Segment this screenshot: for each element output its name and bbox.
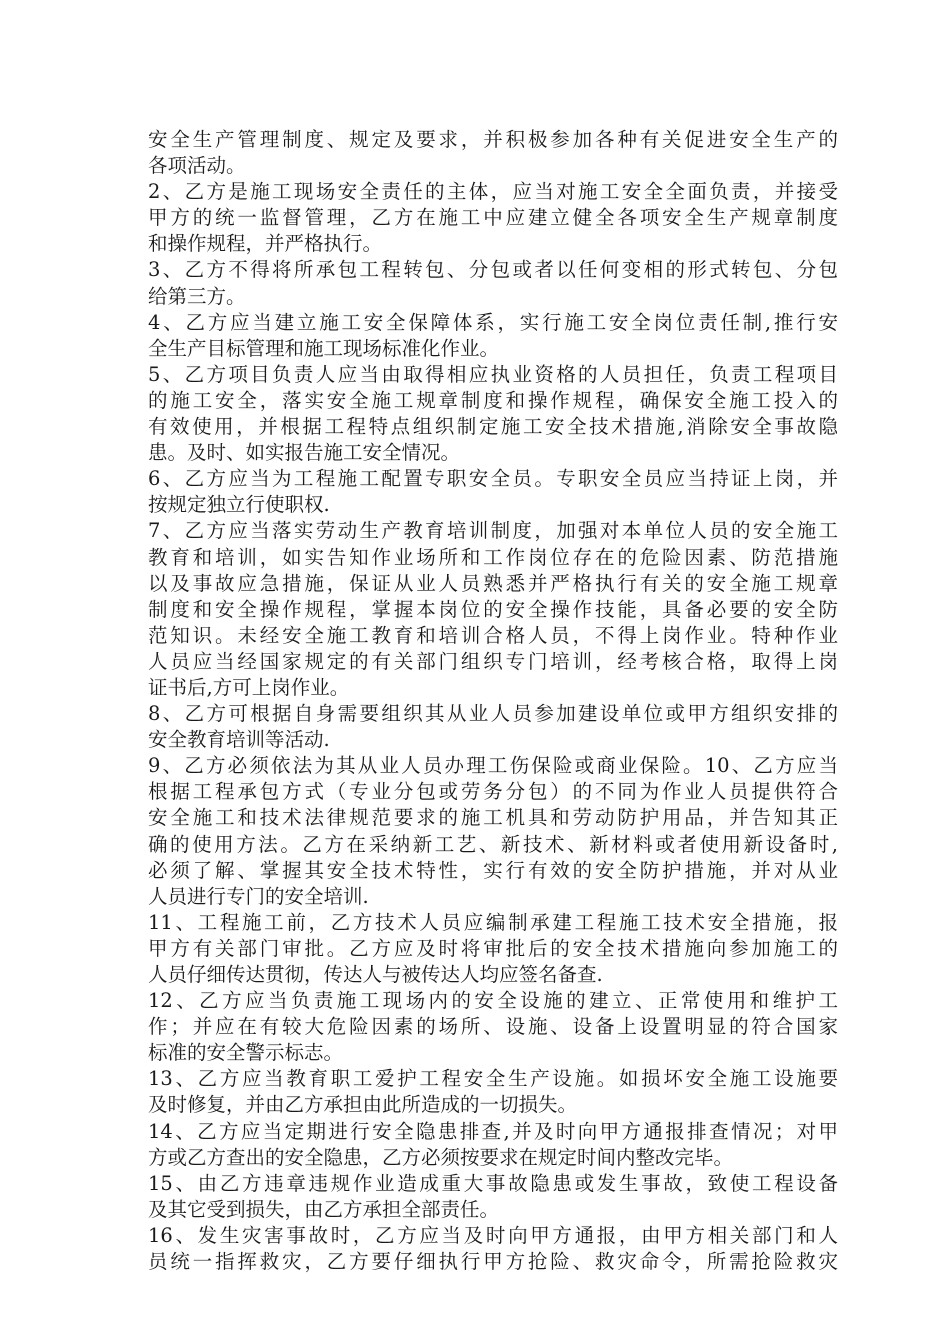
text-line: 甲方有关部门审批。乙方应及时将审批后的安全技术措施向参加施工的 [148,936,838,960]
text-line: 标准的安全警示标志。 [148,1041,344,1065]
text-line: 人员应当经国家规定的有关部门组织专门培训，经考核合格，取得上岗 [148,649,838,673]
text-line: 给第三方。 [148,284,246,308]
text-line: 4、乙方应当建立施工安全保障体系，实行施工安全岗位责任制,推行安 [148,310,838,334]
text-line: 制度和安全操作规程，掌握本岗位的安全操作技能，具备必要的安全防 [148,597,838,621]
text-line: 2、乙方是施工现场安全责任的主体，应当对施工安全全面负责，并接受 [148,180,838,204]
text-line: 15、由乙方违章违规作业造成重大事故隐患或发生事故，致使工程设备 [148,1171,838,1195]
text-line: 7、乙方应当落实劳动生产教育培训制度，加强对本单位人员的安全施工 [148,519,838,543]
text-line: 16、发生灾害事故时，乙方应当及时向甲方通报，由甲方相关部门和人 [148,1223,838,1247]
text-line: 安全施工和技术法律规范要求的施工机具和劳动防护用品，并告知其正 [148,806,838,830]
text-line: 人员进行专门的安全培训. [148,884,369,908]
text-line: 方或乙方查出的安全隐患，乙方必须按要求在规定时间内整改完毕。 [148,1145,734,1169]
text-line: 作；并应在有较大危险因素的场所、设施、设备上设置明显的符合国家 [148,1015,838,1039]
text-line: 8、乙方可根据自身需要组织其从业人员参加建设单位或甲方组织安排的 [148,702,838,726]
text-line: 及其它受到损失，由乙方承担全部责任。 [148,1197,500,1221]
text-line: 14、乙方应当定期进行安全隐患排查,并及时向甲方通报排查情况；对甲 [148,1119,838,1143]
document-body [148,127,838,1275]
text-line: 12、乙方应当负责施工现场内的安全设施的建立、正常使用和维护工 [148,989,838,1013]
text-line: 员统一指挥救灾，乙方要仔细执行甲方抢险、救灾命令，所需抢险救灾 [148,1250,838,1274]
text-line: 根据工程承包方式（专业分包或劳务分包）的不同为作业人员提供符合 [148,780,838,804]
text-line: 确的使用方法。乙方在采纳新工艺、新技术、新材料或者使用新设备时, [148,832,838,856]
text-line: 11、工程施工前，乙方技术人员应编制承建工程施工技术安全措施，报 [148,910,838,934]
text-line: 5、乙方项目负责人应当由取得相应执业资格的人员担任，负责工程项目 [148,362,838,386]
text-line: 人员仔细传达贯彻，传达人与被传达人均应签名备查. [148,963,603,986]
text-line: 必须了解、掌握其安全技术特性，实行有效的安全防护措施，并对从业 [148,858,838,882]
text-line: 和操作规程，并严格执行。 [148,232,383,256]
text-line: 6、乙方应当为工程施工配置专职安全员。专职安全员应当持证上岗，并 [148,467,838,491]
text-line: 及时修复，并由乙方承担由此所造成的一切损失。 [148,1093,578,1117]
text-line: 以及事故应急措施，保证从业人员熟悉并严格执行有关的安全施工规章 [148,571,838,595]
text-line: 的施工安全，落实安全施工规章制度和操作规程，确保安全施工投入的 [148,388,838,412]
text-line: 13、乙方应当教育职工爱护工程安全生产设施。如损坏安全施工设施要 [148,1067,838,1091]
text-line: 教育和培训，如实告知作业场所和工作岗位存在的危险因素、防范措施 [148,545,838,569]
text-line: 范知识。未经安全施工教育和培训合格人员，不得上岗作业。特种作业 [148,623,838,647]
text-line: 证书后,方可上岗作业。 [148,675,350,699]
text-line: 按规定独立行使职权. [148,493,330,517]
text-line: 全生产目标管理和施工现场标准化作业。 [148,336,500,360]
text-line: 患。及时、如实报告施工安全情况。 [148,441,461,465]
text-line: 安全生产管理制度、规定及要求，并积极参加各种有关促进安全生产的 [148,128,838,151]
text-line: 安全教育培训等活动. [148,728,330,752]
text-line: 有效使用，并根据工程特点组织制定施工安全技术措施,消除安全事故隐 [148,415,838,439]
text-line: 9、乙方必须依法为其从业人员办理工伤保险或商业保险。10、乙方应当 [148,754,838,778]
text-line: 甲方的统一监督管理，乙方在施工中应建立健全各项安全生产规章制度 [148,206,838,230]
text-line: 各项活动。 [148,154,246,178]
text-line: 3、乙方不得将所承包工程转包、分包或者以任何变相的形式转包、分包 [148,258,838,282]
